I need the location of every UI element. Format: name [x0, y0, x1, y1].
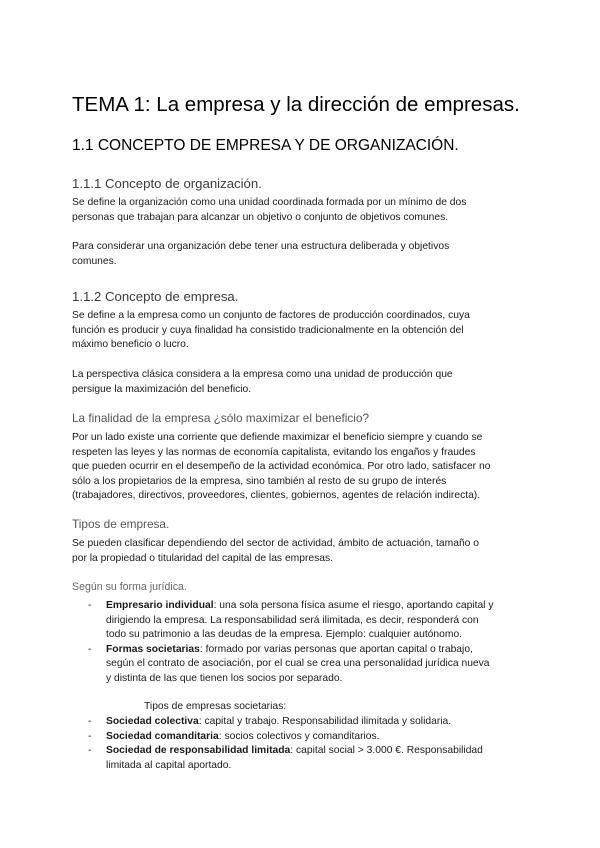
list-item-text: : una sola persona física asume el riesgo, aportando capital y — [213, 600, 494, 611]
paragraph-empresa-clasica — [72, 368, 532, 397]
list-item-term: Sociedad comanditaria — [106, 730, 219, 742]
list-dash: - — [88, 643, 92, 655]
text-line: función es producir y cuya finalidad ha consistido tradicionalmente en la obtención del — [72, 324, 464, 336]
list-item — [88, 643, 538, 687]
text-line: (trabajadores, directivos, proveedores, clientes, gobiernos, agentes de relación indirecta). — [72, 490, 481, 502]
list-item-text: : capital social > 3.000 €. Responsabilidad — [290, 745, 483, 757]
list-item-text: dirigiendo la empresa. La responsabilidad será ilimitada, es decir, responderá con — [106, 614, 479, 626]
paragraph-organizacion-definition — [72, 196, 532, 225]
heading-tipos-societarias: Tipos de empresas societarias: — [144, 701, 287, 712]
paragraph-finalidad — [72, 431, 532, 504]
list-item-text: y distinta de las que tienen los socios por separado. — [106, 672, 343, 684]
list-item-text: : formado por varias personas que aportan capital o trabajo, — [199, 643, 473, 655]
list-item-text: según el contrato de asociación, por el cual se crea una personalidad jurídica nueva — [106, 658, 490, 670]
list-item-term: Empresario individual — [106, 600, 214, 611]
text-line: que pueden ocurrir en el desempeño de la actividad económica. Por otro lado, satisfacer no — [72, 461, 491, 473]
text-line: comunes. — [72, 255, 117, 267]
list-item-term: Formas societarias — [106, 643, 200, 655]
heading-tipos-empresa: Tipos de empresa. — [72, 517, 170, 531]
list-dash: - — [88, 730, 92, 742]
text-line: sólo a los propietarios de la empresa, sino también al resto de su grupo de interés — [72, 475, 447, 487]
list-dash: - — [88, 600, 92, 611]
subsection-heading-empresa: 1.1.2 Concepto de empresa. — [72, 289, 239, 304]
text-line: por la propiedad o titularidad del capital de las empresas. — [72, 552, 334, 564]
paragraph-empresa-definition — [72, 309, 532, 353]
text-line: Se define a la empresa como un conjunto de factores de producción coordinados, cuya — [72, 310, 470, 321]
text-line: Se define la organización como una unidad coordinada formada por un mínimo de dos — [72, 197, 467, 208]
text-line: Se pueden clasificar dependiendo del sector de actividad, ámbito de actuación, tamaño o — [72, 538, 479, 549]
text-line: La perspectiva clásica considera a la empresa como una unidad de producción que — [72, 369, 453, 380]
list-item-text: todo su patrimonio a las deudas de la empresa. Ejemplo: cualquier autónomo. — [106, 629, 463, 641]
text-line: respeten las leyes y las normas de economía capitalista, evitando los engaños y fraudes — [72, 446, 476, 458]
list-item-text: : capital y trabajo. Responsabilidad ilimitada y solidaria. — [198, 716, 452, 727]
text-line: persigue la maximización del beneficio. — [72, 383, 252, 395]
list-item-term: Sociedad colectiva — [106, 716, 199, 727]
heading-finalidad: La finalidad de la empresa ¿sólo maximizar el beneficio? — [72, 411, 370, 425]
text-line: personas que trabajan para alcanzar un objetivo o conjunto de objetivos comunes. — [72, 211, 449, 223]
list-item-text: limitada al capital aportado. — [106, 759, 232, 771]
list-item — [88, 599, 538, 643]
paragraph-tipos-empresa — [72, 537, 532, 566]
list-item — [88, 744, 538, 773]
heading-forma-juridica: Según su forma jurídica. — [72, 581, 187, 593]
list-societarias — [88, 715, 538, 773]
text-line: máximo beneficio o lucro. — [72, 339, 189, 351]
subsection-heading-organizacion: 1.1.1 Concepto de organización. — [72, 176, 262, 191]
list-item-term: Sociedad de responsabilidad limitada — [106, 745, 291, 757]
list-dash: - — [88, 716, 92, 727]
section-heading-1-1: 1.1 CONCEPTO DE EMPRESA Y DE ORGANIZACIÓN. — [72, 137, 459, 154]
document-title: TEMA 1: La empresa y la dirección de empresas. — [72, 93, 520, 116]
paragraph-organizacion-structure — [72, 240, 532, 269]
list-dash: - — [88, 745, 92, 757]
list-item — [88, 715, 538, 730]
text-line: Por un lado existe una corriente que defiende maximizar el beneficio siempre y cuando se — [72, 432, 483, 443]
text-line: Para considerar una organización debe tener una estructura deliberada y objetivos — [72, 241, 450, 252]
list-item — [88, 730, 538, 745]
list-forma-juridica — [88, 599, 538, 687]
list-item-text: : socios colectivos y comanditarios. — [218, 730, 380, 742]
